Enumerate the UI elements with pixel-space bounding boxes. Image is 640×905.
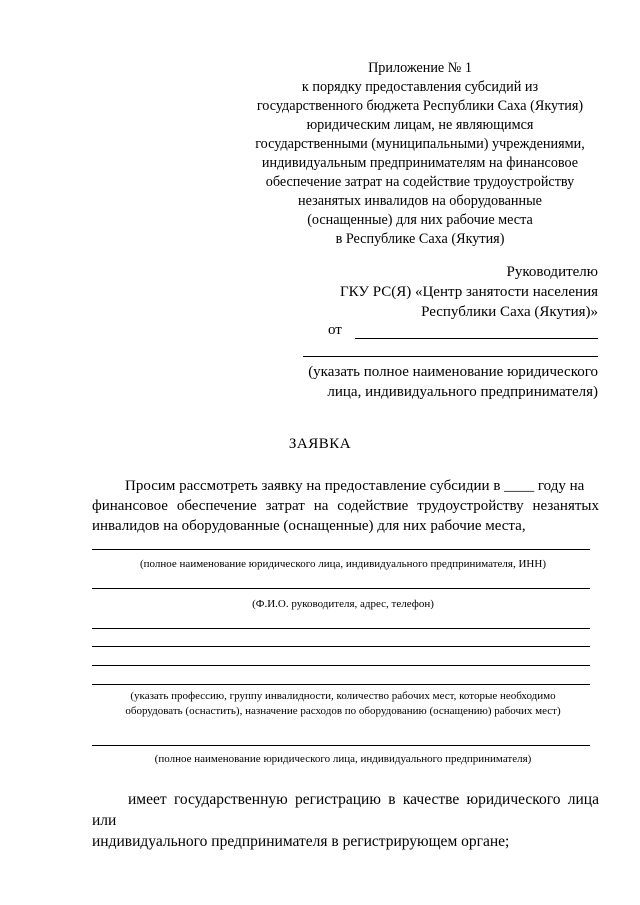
registration-line: индивидуального предпринимателя в регистрирующем органе;: [92, 833, 510, 850]
intro-paragraph: [92, 476, 599, 536]
intro-line: Просим рассмотреть заявку на предоставление субсидии в ____ году на: [125, 478, 585, 494]
appendix-line: индивидуальным предпринимателям на финансовое: [261, 155, 579, 171]
appendix-line: незанятых инвалидов на оборудованные: [298, 193, 542, 209]
addressee-block: [218, 262, 598, 322]
from-label: от: [328, 322, 342, 338]
head-info-hint: (Ф.И.О. руководителя, адрес, телефон): [252, 598, 434, 610]
appendix-line: (оснащенные) для них рабочие места: [307, 212, 533, 228]
name-inn-hint: (полное наименование юридического лица, индивидуального предпринимателя, ИНН): [140, 558, 546, 570]
appendix-line: в Республике Саха (Якутия): [335, 231, 505, 247]
appendix-line: обеспечение затрат на содействие трудоустройству: [265, 174, 575, 190]
profession-underline-1[interactable]: [92, 628, 590, 629]
profession-underline-4[interactable]: [92, 684, 590, 685]
hint-line: лица, индивидуального предпринимателя): [327, 384, 598, 400]
appendix-line: юридическим лицам, не являющимся: [306, 117, 534, 133]
appendix-heading: [200, 59, 640, 249]
applicant-name-underline[interactable]: [303, 356, 598, 357]
applicant-name-hint: [278, 362, 598, 402]
intro-line: инвалидов на оборудованные (оснащенные) для них рабочие места,: [92, 518, 526, 534]
appendix-line: государственными (муниципальными) учреждениями,: [255, 136, 585, 152]
addressee-line: Республики Саха (Якутия)»: [421, 304, 598, 320]
name-underline[interactable]: [92, 745, 590, 746]
profession-hint: [0, 689, 640, 719]
head-info-underline[interactable]: [92, 588, 590, 589]
name-inn-underline[interactable]: [92, 549, 590, 550]
page-title: ЗАЯВКА: [288, 436, 352, 452]
profession-underline-2[interactable]: [92, 646, 590, 647]
profession-underline-3[interactable]: [92, 665, 590, 666]
intro-line: финансовое обеспечение затрат на содействие трудоустройству незанятых: [92, 498, 599, 514]
registration-paragraph: [92, 789, 599, 852]
profession-hint-line: (указать профессию, группу инвалидности, количество рабочих мест, которые необходимо: [130, 690, 556, 702]
appendix-line: к порядку предоставления субсидий из: [301, 79, 539, 95]
name-hint: (полное наименование юридического лица, индивидуального предпринимателя): [154, 753, 532, 765]
appendix-line: Приложение № 1: [368, 60, 472, 76]
from-field[interactable]: [303, 322, 598, 342]
registration-line: имеет государственную регистрацию в качестве юридического лица или: [92, 791, 599, 829]
appendix-line: государственного бюджета Республики Саха (Якутия): [256, 98, 584, 114]
addressee-line: Руководителю: [506, 264, 598, 280]
from-underline: [355, 338, 598, 339]
addressee-line: ГКУ РС(Я) «Центр занятости населения: [339, 284, 598, 300]
profession-hint-line: оборудовать (оснастить), назначение расходов по оборудованию (оснащению) рабочих мест): [125, 705, 561, 717]
hint-line: (указать полное наименование юридического: [308, 364, 598, 380]
